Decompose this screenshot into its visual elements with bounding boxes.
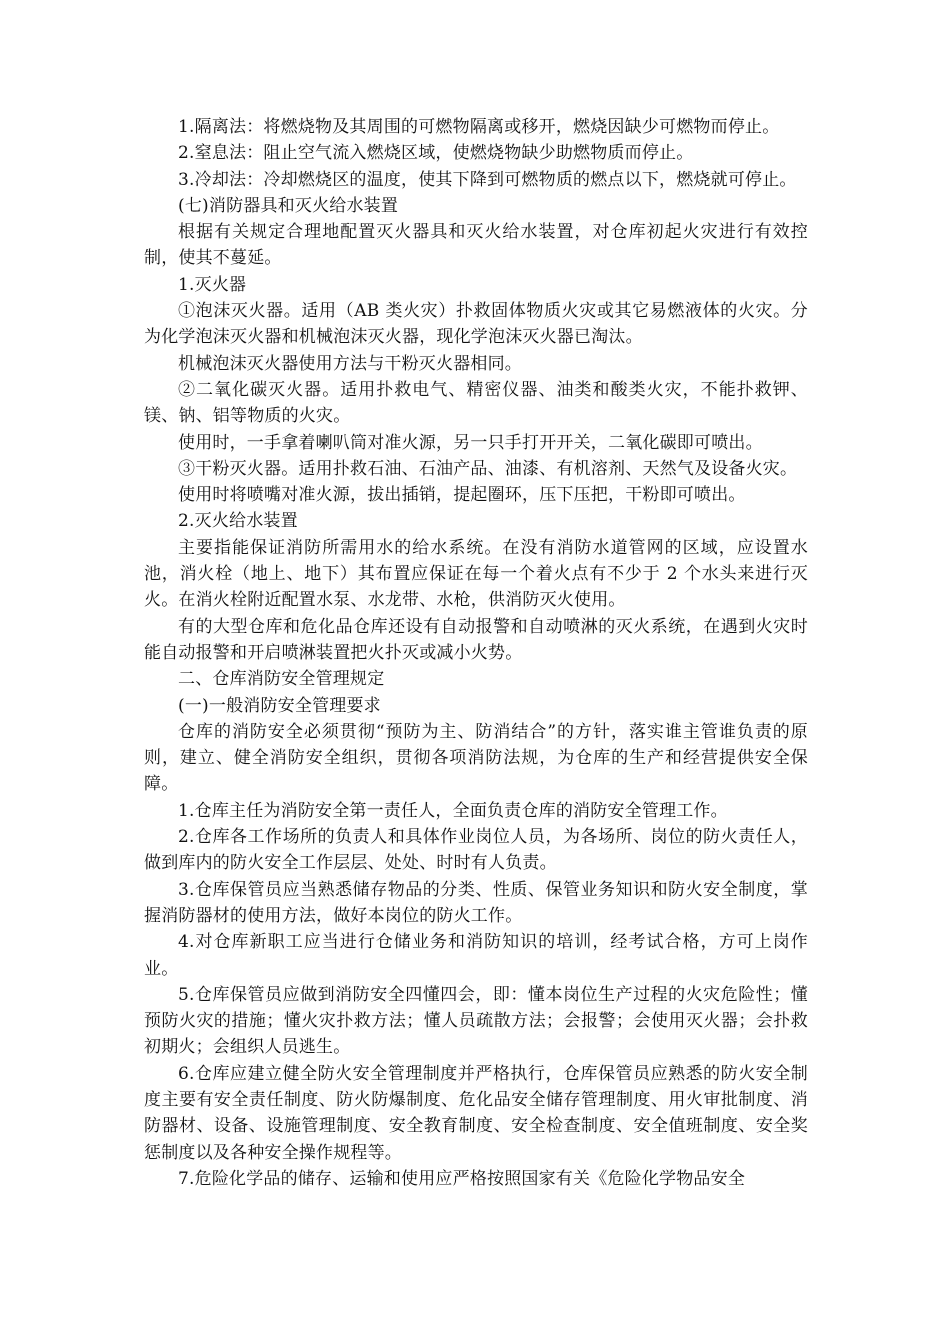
rule-item-5: 5.仓库保管员应做到消防安全四懂四会，即：懂本岗位生产过程的火灾危险性；懂预防火灾的措施；懂火灾扑救方法；懂人员疏散方法；会报警；会使用灭火器；会扑救初期火；会组织人员逃生。 <box>144 984 808 1058</box>
paragraph-cooling-method: 3.冷却法：冷却燃烧区的温度，使其下降到可燃物质的燃点以下，燃烧就可停止。 <box>178 169 797 190</box>
paragraph-smothering-method: 2.窒息法：阻止空气流入燃烧区域，使燃烧物缺少助燃物质而停止。 <box>178 143 694 164</box>
paragraph-foam-usage: 机械泡沫灭火器使用方法与干粉灭火器相同。 <box>178 353 522 374</box>
rule-item-6: 6.仓库应建立健全防火安全管理制度并严格执行，仓库保管员应熟悉的防火安全制度主要有安全责任制度、防火防爆制度、危化品安全储存管理制度、用火审批制度、消防器材、设备、设施管理制度、安全教育制度、安全检查制度、安全值班制度、安全奖惩制度以及各种安全操作规程等。 <box>144 1063 808 1163</box>
section-heading-regulations: 二、仓库消防安全管理规定 <box>178 669 385 690</box>
rule-item-4: 4.对仓库新职工应当进行仓储业务和消防知识的培训，经考试合格，方可上岗作业。 <box>144 932 808 979</box>
subheading-general-requirements: (一)一般消防安全管理要求 <box>178 695 381 716</box>
paragraph-powder-extinguisher: ③干粉灭火器。适用扑救石油、石油产品、油漆、有机溶剂、天然气及设备火灾。 <box>178 458 798 479</box>
paragraph-powder-usage: 使用时将喷嘴对准火源，拔出插销，提起圈环，压下压把，干粉即可喷出。 <box>178 485 746 506</box>
paragraph-policy: 仓库的消防安全必须贯彻“预防为主、防消结合”的方针，落实谁主管谁负责的原则，建立、健全消防安全组织，贯彻各项消防法规，为仓库的生产和经营提供安全保障。 <box>144 721 808 795</box>
subheading-extinguishers: 1.灭火器 <box>178 274 247 295</box>
subheading-water-supply: 2.灭火给水装置 <box>178 511 298 532</box>
paragraph-equipment-intro: 根据有关规定合理地配置灭火器具和灭火给水装置，对仓库初起火灾进行有效控制，使其不蔓延。 <box>144 222 808 269</box>
paragraph-co2-extinguisher: ②二氧化碳灭火器。适用扑救电气、精密仪器、油类和酸类火灾，不能扑救钾、镁、钠、铝等物质的火灾。 <box>144 379 808 427</box>
paragraph-foam-extinguisher: ①泡沫灭火器。适用（AB 类火灾）扑救固体物质火灾或其它易燃液体的火灾。分为化学泡沫灭火器和机械泡沫灭火器，现化学泡沫灭火器已淘汰。 <box>144 301 808 348</box>
paragraph-auto-sprinkler: 有的大型仓库和危化品仓库还设有自动报警和自动喷淋的灭火系统，在遇到火灾时能自动报警和开启喷淋装置把火扑灭或减小火势。 <box>144 616 808 663</box>
paragraph-water-supply: 主要指能保证消防所需用水的给水系统。在没有消防水道管网的区域，应设置水池，消火栓（地上、地下）其布置应保证在每一个着火点有不少于 2 个水头来进行灭火。在消火栓附近配置水泵、水龙带、水枪，供消防灭火使用。 <box>144 537 808 611</box>
paragraph-co2-usage: 使用时，一手拿着喇叭筒对准火源，另一只手打开开关，二氧化碳即可喷出。 <box>178 432 763 453</box>
section-heading-fire-equipment: (七)消防器具和灭火给水装置 <box>178 195 399 216</box>
paragraph-isolation-method: 1.隔离法：将燃烧物及其周围的可燃物隔离或移开，燃烧因缺少可燃物而停止。 <box>178 117 780 137</box>
rule-item-3: 3.仓库保管员应当熟悉储存物品的分类、性质、保管业务知识和防火安全制度，掌握消防器材的使用方法，做好本岗位的防火工作。 <box>144 879 808 926</box>
document-body <box>144 114 808 1192</box>
rule-item-1: 1.仓库主任为消防安全第一责任人，全面负责仓库的消防安全管理工作。 <box>178 800 728 821</box>
rule-item-2: 2.仓库各工作场所的负责人和具体作业岗位人员，为各场所、岗位的防火责任人，做到库内的防火安全工作层层、处处、时时有人负责。 <box>144 827 808 874</box>
rule-item-7: 7.危险化学品的储存、运输和使用应严格按照国家有关《危险化学物品安全 <box>178 1168 746 1189</box>
